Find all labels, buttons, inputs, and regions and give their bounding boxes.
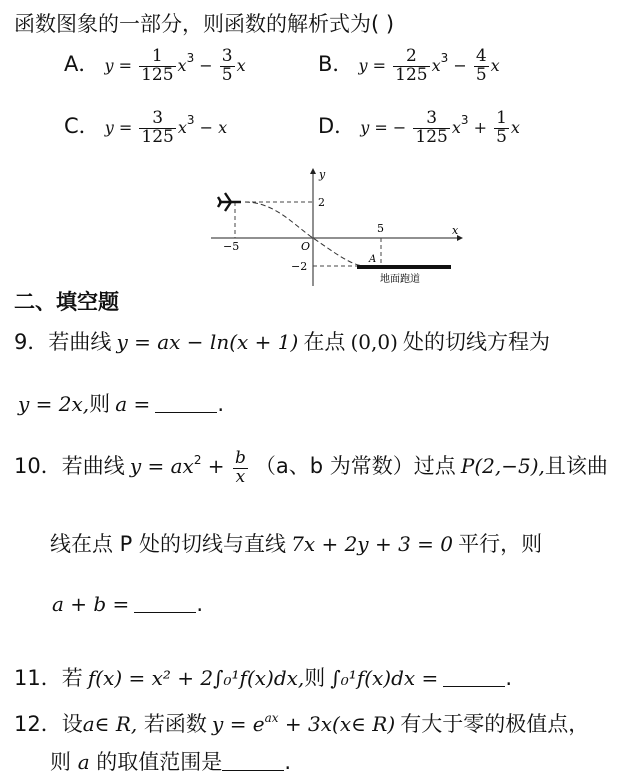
option-d-label: D． [318,114,356,138]
q9-line1: 9．若曲线 y = ax − ln(x + 1) 在点 (0,0) 处的切线方程为 [14,330,550,354]
q9-line2: y = 2x,则 a = . [18,392,225,416]
tick-2: 2 [318,196,325,209]
q11-answer-blank[interactable] [443,666,505,687]
x-axis-label: x [452,224,459,237]
q8-option-c: C． y = $\frac{3}{125}$ $x^3 - x$ [64,108,228,147]
q12-answer-blank[interactable] [222,750,284,771]
q9-answer-blank[interactable] [155,392,217,413]
q8-figure [205,166,465,288]
tick-5: 5 [377,222,384,235]
q12-line1: 12．设a∈ R, 若函数 $y = e^{ax}$ + 3x(x∈ R) 有大于零的极值点， [14,711,590,736]
q10-answer-blank[interactable] [134,592,196,613]
airplane-icon [218,193,241,211]
option-c-label: C． [64,114,100,138]
tick-m5: −5 [223,240,240,253]
runway-label: 地面跑道 [380,274,420,285]
q8-option-a: A． y = $\frac{1}{125}$ $x^3$ − $\frac{3}{5}$ x [64,46,246,85]
point-a-label: A [369,254,377,265]
y-axis-label: y [319,168,326,181]
q10-line1: 10．若曲线 $y = ax^2$ + $\frac{b}{x}$ （a、b 为常数）过点 P(2,−5),且该曲 [14,448,608,487]
origin-label: O [301,240,311,253]
q10-line3: a + b = . [52,592,204,616]
q11-line: 11．若 f(x) = x² + 2∫₀¹f(x)dx,则 ∫₀¹f(x)dx = . [14,666,513,690]
option-b-label: B． [318,52,354,76]
q10-line2: 线在点 P 处的切线与直线 7x + 2y + 3 = 0 平行，则 [50,532,543,556]
tick-m2: −2 [291,260,308,273]
q8-stem: 函数图象的一部分，则函数的解析式为( ) [14,12,395,36]
q8-option-d: D． y = − $\frac{3}{125}$ $x^3$ + $\frac{1}{5}$ x [318,108,520,147]
flight-curve [245,202,365,266]
section-heading: 二、填空题 [14,290,119,314]
q8-option-b: B． y = $\frac{2}{125}$ $x^3$ − $\frac{4}{5}$ x [318,46,500,85]
q12-line2: 则 a 的取值范围是 . [50,750,291,774]
y-axis-arrow [310,168,316,174]
option-a-label: A． [64,52,100,76]
